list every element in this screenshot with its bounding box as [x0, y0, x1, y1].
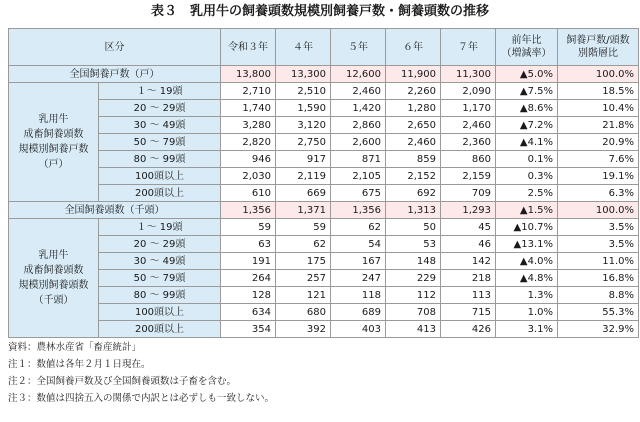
group-label-line: 乳用牛 — [38, 114, 69, 125]
cell-value: 11,900 — [386, 66, 441, 83]
cell-value: 1,371 — [276, 202, 331, 219]
footnote: 注２：全国飼養戸数及び全国飼養頭数は子畜を含む。 — [8, 376, 237, 387]
cell-value: 2,030 — [221, 168, 276, 185]
row-label: 80 ～ 99頭 — [99, 287, 221, 304]
cell-value: 59 — [221, 219, 276, 236]
cell-value: 669 — [276, 185, 331, 202]
header-year: ７年 — [441, 29, 496, 66]
row-label: 50 ～ 79頭 — [99, 270, 221, 287]
header-share — [558, 29, 639, 66]
cell-value: 167 — [331, 253, 386, 270]
cell-value: 2,105 — [331, 168, 386, 185]
cell-value: 148 — [386, 253, 441, 270]
cell-value: 13,800 — [221, 66, 276, 83]
cell-value: 1,740 — [221, 100, 276, 117]
table-row — [9, 185, 639, 202]
cell-value: 50 — [386, 219, 441, 236]
cell-yoy: ▲7.2% — [496, 117, 558, 134]
cell-value: 45 — [441, 219, 496, 236]
cell-value: 946 — [221, 151, 276, 168]
cell-share: 7.6% — [558, 151, 639, 168]
cell-value: 2,460 — [331, 83, 386, 100]
cell-value: 62 — [276, 236, 331, 253]
table-row — [9, 321, 639, 338]
cell-value: 62 — [331, 219, 386, 236]
footnote: 注１：数値は各年２月１日現在。 — [8, 359, 151, 370]
cell-yoy: ▲4.0% — [496, 253, 558, 270]
header-yoy-line1: 前年比 — [511, 35, 542, 46]
cell-share: 11.0% — [558, 253, 639, 270]
cell-value: 12,600 — [331, 66, 386, 83]
group-label-line: 規模別飼養戸数 — [18, 144, 89, 155]
cell-yoy: ▲4.8% — [496, 270, 558, 287]
cell-value: 46 — [441, 236, 496, 253]
cell-value: 112 — [386, 287, 441, 304]
cell-share: 21.8% — [558, 117, 639, 134]
cell-value: 2,260 — [386, 83, 441, 100]
group-label-line: 規模別飼養頭数 — [18, 280, 89, 291]
cell-yoy: 1.3% — [496, 287, 558, 304]
table-row — [9, 236, 639, 253]
cell-yoy: 2.5% — [496, 185, 558, 202]
table-title: 表３ 乳用牛の飼養頭数規模別飼養戸数・飼養頭数の推移 — [150, 4, 489, 19]
cell-share: 100.0% — [558, 202, 639, 219]
cell-value: 53 — [386, 236, 441, 253]
row-label: １～ 19頭 — [99, 83, 221, 100]
header-share-line1: 飼養戸数/頭数 — [566, 35, 630, 46]
cell-value: 218 — [441, 270, 496, 287]
table-row — [9, 134, 639, 151]
row-label: 30 ～ 49頭 — [99, 253, 221, 270]
cell-value: 692 — [386, 185, 441, 202]
cell-value: 2,159 — [441, 168, 496, 185]
cell-value: 413 — [386, 321, 441, 338]
cell-value: 3,120 — [276, 117, 331, 134]
row-label: 30 ～ 49頭 — [99, 117, 221, 134]
cell-value: 2,360 — [441, 134, 496, 151]
cell-value: 63 — [221, 236, 276, 253]
cell-value: 354 — [221, 321, 276, 338]
row-label: １～ 19頭 — [99, 219, 221, 236]
cell-value: 859 — [386, 151, 441, 168]
cell-value: 2,710 — [221, 83, 276, 100]
cell-value: 1,313 — [386, 202, 441, 219]
header-yoy-line2: （増減率） — [501, 48, 552, 59]
header-yoy — [496, 29, 558, 66]
cell-share: 16.8% — [558, 270, 639, 287]
table-row — [9, 151, 639, 168]
header-year: ６年 — [386, 29, 441, 66]
cell-value: 2,460 — [386, 134, 441, 151]
cell-value: 2,650 — [386, 117, 441, 134]
cell-value: 403 — [331, 321, 386, 338]
cell-yoy: ▲13.1% — [496, 236, 558, 253]
row-label: 100頭以上 — [99, 168, 221, 185]
cell-share: 19.1% — [558, 168, 639, 185]
cell-value: 247 — [331, 270, 386, 287]
row-label: 全国飼養頭数（千頭） — [9, 202, 221, 219]
cell-value: 634 — [221, 304, 276, 321]
households-group-label — [9, 83, 99, 202]
heads-group-label — [9, 219, 99, 338]
table-row — [9, 270, 639, 287]
cell-value: 175 — [276, 253, 331, 270]
cell-value: 59 — [276, 219, 331, 236]
cell-value: 142 — [441, 253, 496, 270]
cell-yoy: 1.0% — [496, 304, 558, 321]
header-category: 区分 — [9, 29, 221, 66]
cell-share: 10.4% — [558, 100, 639, 117]
cell-value: 2,090 — [441, 83, 496, 100]
cell-value: 426 — [441, 321, 496, 338]
group-label-line: 成畜飼養頭数 — [23, 265, 84, 276]
cell-value: 392 — [276, 321, 331, 338]
cell-value: 1,280 — [386, 100, 441, 117]
cell-share: 55.3% — [558, 304, 639, 321]
cell-value: 1,356 — [221, 202, 276, 219]
total-households-row — [9, 66, 639, 83]
cell-value: 1,420 — [331, 100, 386, 117]
row-label: 20 ～ 29頭 — [99, 236, 221, 253]
row-label: 100頭以上 — [99, 304, 221, 321]
table-row — [9, 100, 639, 117]
cell-yoy: ▲5.0% — [496, 66, 558, 83]
cell-yoy: 0.1% — [496, 151, 558, 168]
group-label-line: 乳用牛 — [38, 250, 69, 261]
cell-share: 20.9% — [558, 134, 639, 151]
cell-value: 2,152 — [386, 168, 441, 185]
row-label: 200頭以上 — [99, 185, 221, 202]
row-label: 50 ～ 79頭 — [99, 134, 221, 151]
group-label-line: 成畜飼養頭数 — [23, 129, 84, 140]
cell-value: 2,460 — [441, 117, 496, 134]
cell-value: 610 — [221, 185, 276, 202]
cell-yoy: 3.1% — [496, 321, 558, 338]
cell-value: 229 — [386, 270, 441, 287]
cell-value: 54 — [331, 236, 386, 253]
cell-share: 6.3% — [558, 185, 639, 202]
row-label: 全国飼養戸数（戸） — [9, 66, 221, 83]
source-note: 資料：農林水産省「畜産統計」 — [8, 342, 142, 353]
cell-value: 1,170 — [441, 100, 496, 117]
cell-yoy: ▲8.6% — [496, 100, 558, 117]
cell-value: 689 — [331, 304, 386, 321]
cell-value: 917 — [276, 151, 331, 168]
cell-value: 2,510 — [276, 83, 331, 100]
cell-value: 1,356 — [331, 202, 386, 219]
total-heads-row — [9, 202, 639, 219]
header-share-line2: 別階層比 — [578, 48, 618, 59]
header-year: 令和３年 — [221, 29, 276, 66]
cell-value: 3,280 — [221, 117, 276, 134]
cell-value: 860 — [441, 151, 496, 168]
cell-value: 128 — [221, 287, 276, 304]
header-row — [9, 29, 639, 66]
cell-value: 2,600 — [331, 134, 386, 151]
cell-value: 113 — [441, 287, 496, 304]
table-row — [9, 287, 639, 304]
cell-value: 118 — [331, 287, 386, 304]
cell-value: 708 — [386, 304, 441, 321]
dairy-cattle-table — [8, 28, 639, 338]
table-row — [9, 83, 639, 100]
cell-value: 1,590 — [276, 100, 331, 117]
table-row — [9, 253, 639, 270]
cell-yoy: ▲7.5% — [496, 83, 558, 100]
cell-value: 2,820 — [221, 134, 276, 151]
header-year: ５年 — [331, 29, 386, 66]
cell-value: 2,860 — [331, 117, 386, 134]
cell-value: 871 — [331, 151, 386, 168]
cell-share: 100.0% — [558, 66, 639, 83]
group-label-line: （戸） — [38, 159, 69, 170]
cell-value: 715 — [441, 304, 496, 321]
cell-value: 257 — [276, 270, 331, 287]
cell-value: 709 — [441, 185, 496, 202]
table-row — [9, 304, 639, 321]
cell-share: 8.8% — [558, 287, 639, 304]
footnote: 注３：数値は四捨五入の関係で内訳とは必ずしも一致しない。 — [8, 393, 275, 404]
cell-value: 264 — [221, 270, 276, 287]
cell-value: 675 — [331, 185, 386, 202]
cell-share: 18.5% — [558, 83, 639, 100]
cell-yoy: ▲4.1% — [496, 134, 558, 151]
table-row — [9, 168, 639, 185]
cell-value: 1,293 — [441, 202, 496, 219]
cell-value: 11,300 — [441, 66, 496, 83]
row-label: 80 ～ 99頭 — [99, 151, 221, 168]
cell-value: 121 — [276, 287, 331, 304]
cell-value: 2,750 — [276, 134, 331, 151]
header-year: ４年 — [276, 29, 331, 66]
group-label-line: （千頭） — [33, 295, 74, 306]
cell-value: 680 — [276, 304, 331, 321]
cell-value: 2,119 — [276, 168, 331, 185]
table-row — [9, 117, 639, 134]
row-label: 200頭以上 — [99, 321, 221, 338]
cell-yoy: ▲10.7% — [496, 219, 558, 236]
footnotes — [8, 339, 638, 407]
row-label: 20 ～ 29頭 — [99, 100, 221, 117]
cell-share: 3.5% — [558, 236, 639, 253]
table-row — [9, 219, 639, 236]
cell-share: 32.9% — [558, 321, 639, 338]
cell-yoy: 0.3% — [496, 168, 558, 185]
cell-value: 13,300 — [276, 66, 331, 83]
cell-share: 3.5% — [558, 219, 639, 236]
cell-yoy: ▲1.5% — [496, 202, 558, 219]
cell-value: 191 — [221, 253, 276, 270]
